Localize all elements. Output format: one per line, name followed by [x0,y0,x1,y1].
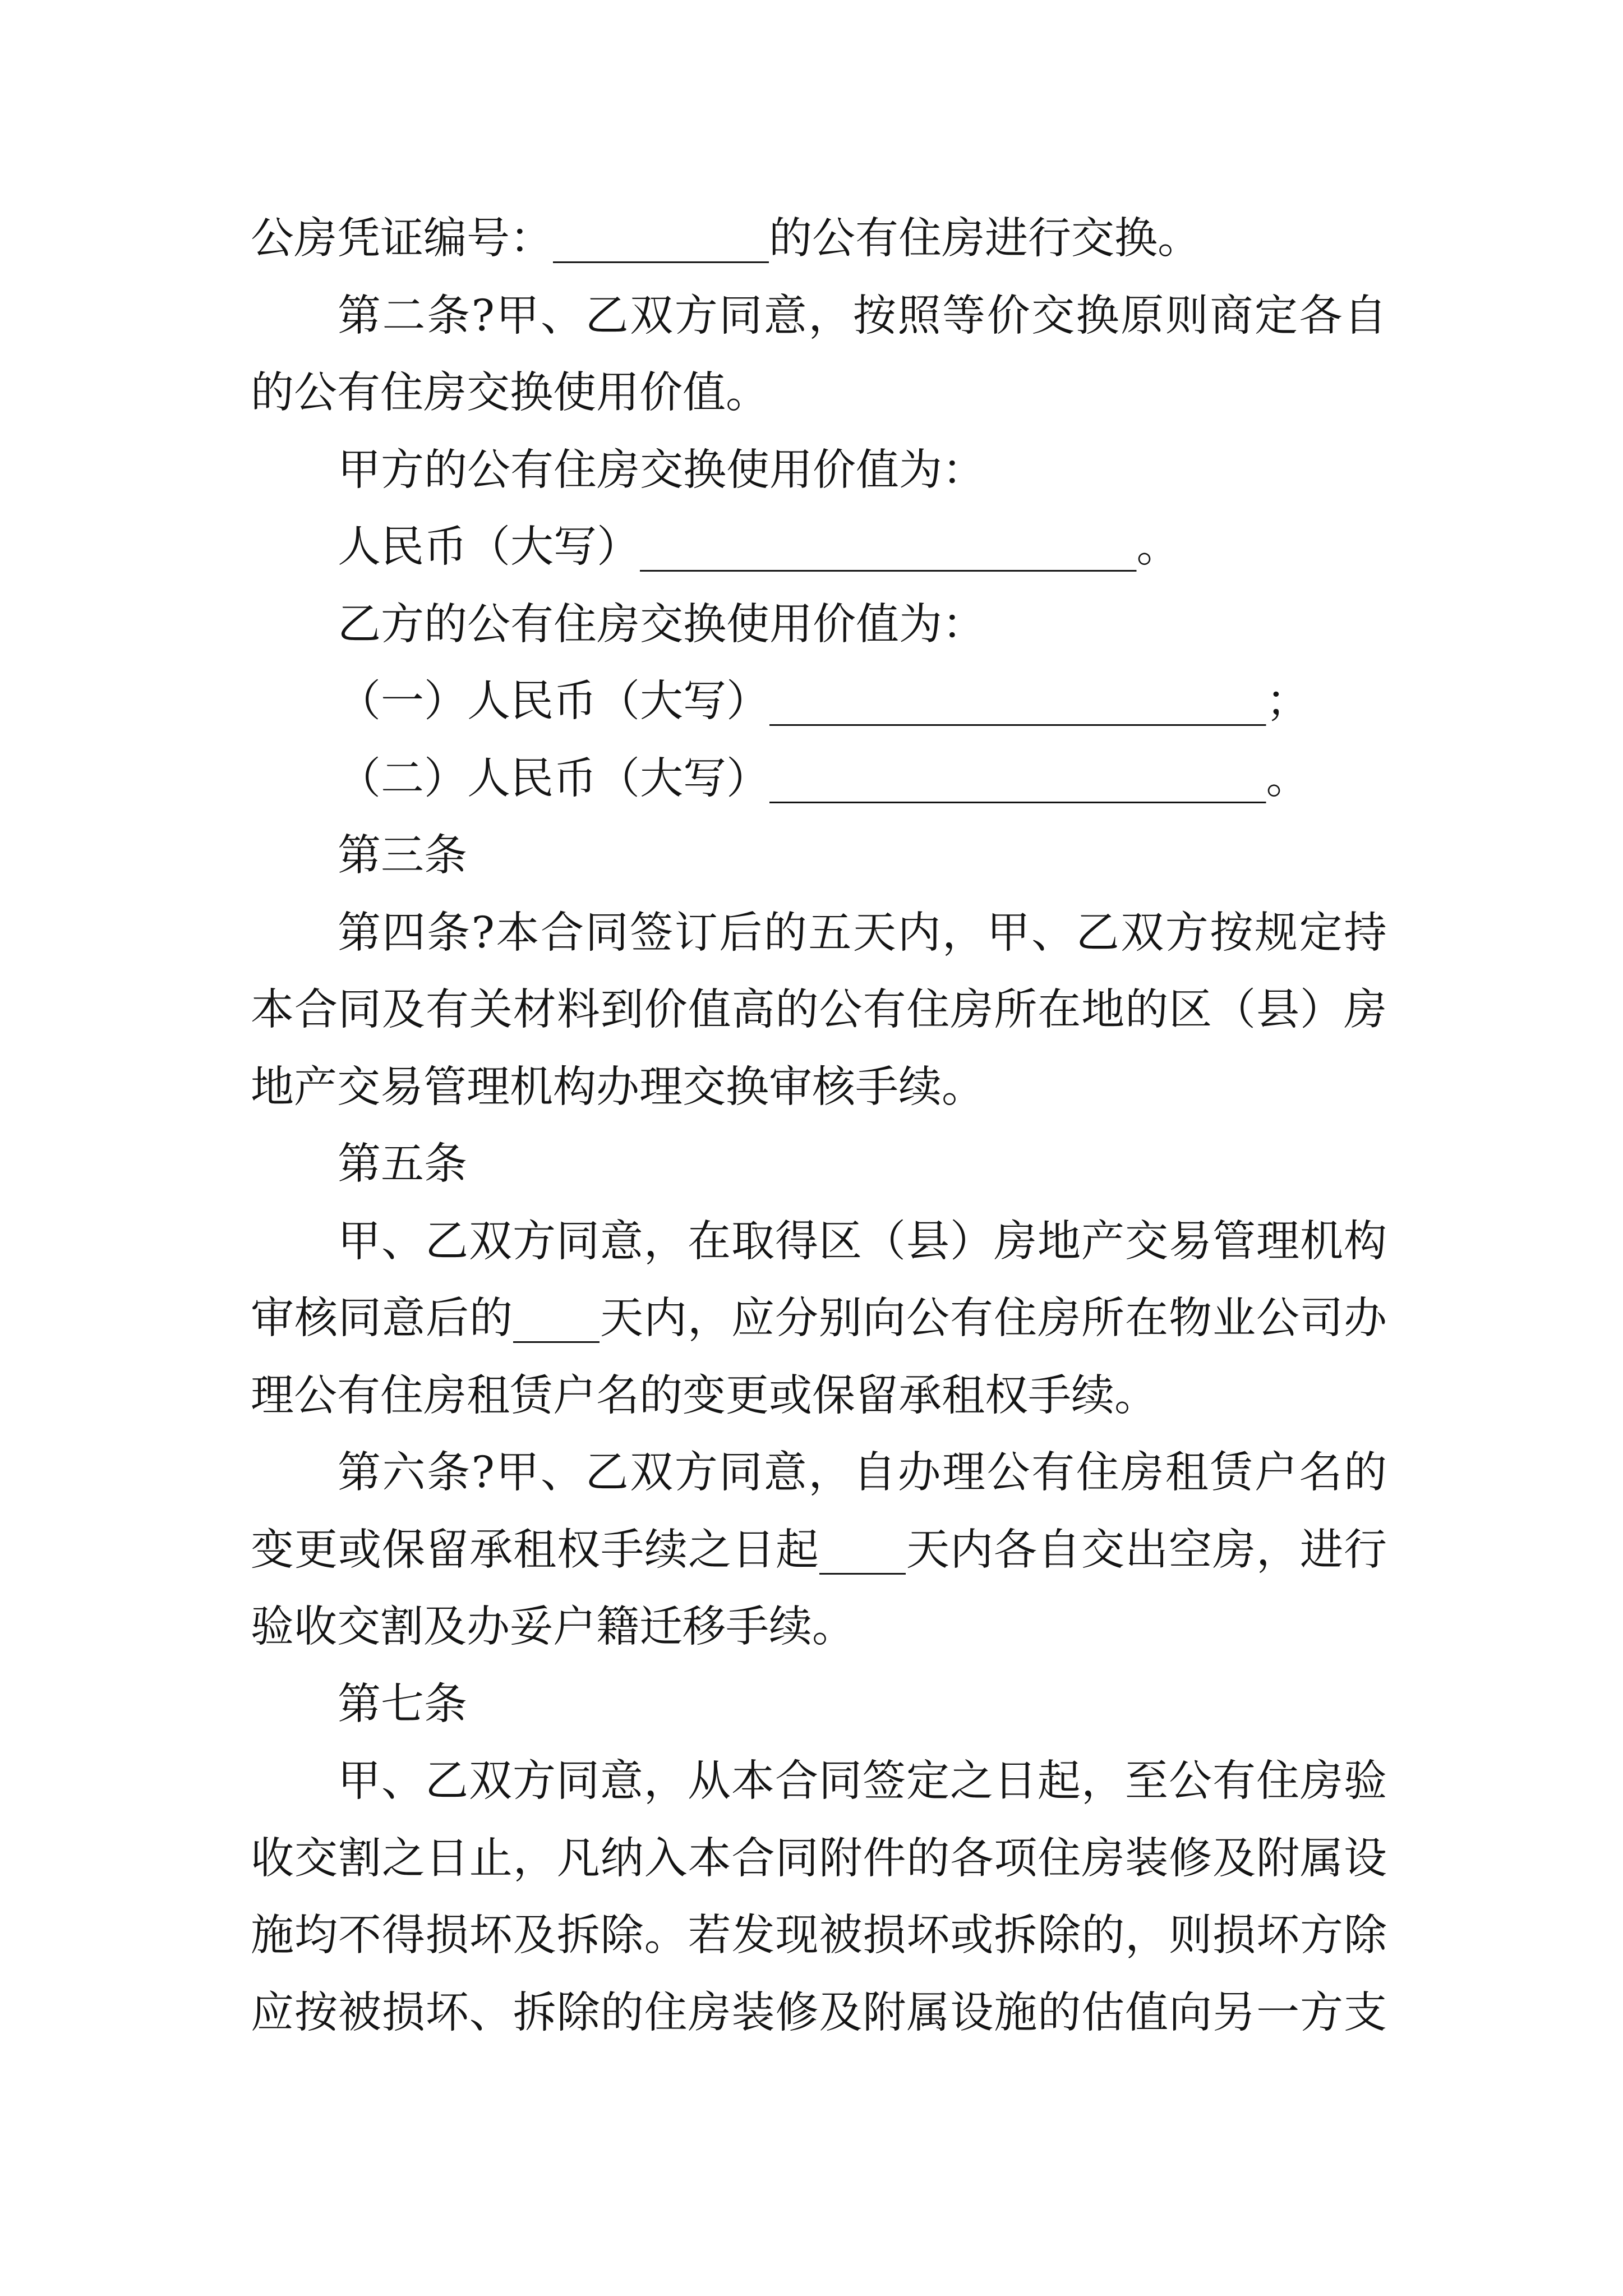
article-2-paragraph [251,278,1387,432]
paragraph-continuation [251,200,1387,278]
article-5-heading [251,1126,1387,1203]
text-line: 变更或保留承租权手续之日起____天内各自交出空房，进行 [251,1525,1387,1575]
article-7-heading [251,1666,1387,1743]
text-line: 第二条?甲、乙双方同意，按照等价交换原则商定各自 [338,291,1387,341]
text-line: 甲、乙双方同意，从本合同签定之日起，至公有住房验 [338,1756,1387,1806]
party-a-value-amount [251,509,1387,586]
text-line: 的公有住房交换使用价值。 [251,368,769,418]
text-line: （一）人民币（大写）_______________________； [338,677,1310,726]
text-line: 第三条 [338,831,467,881]
party-b-value-amount-1 [251,663,1387,740]
text-line: 应按被损坏、拆除的住房装修及附属设施的估值向另一方支 [251,1987,1387,2038]
article-5-paragraph [251,1203,1387,1435]
text-line: 收交割之日止，凡纳入本合同附件的各项住房装修及附属设 [251,1833,1387,1884]
text-line: （二）人民币（大写）_______________________。 [338,753,1310,804]
text-line: 乙方的公有住房交换使用价值为： [338,599,985,650]
document-body [251,200,1387,2051]
party-a-value-heading [251,432,1387,509]
text-line: 第六条?甲、乙双方同意，自办理公有住房租赁户名的 [338,1448,1387,1498]
text-line: 甲、乙双方同意，在取得区（县）房地产交易管理机构 [338,1216,1387,1267]
text-line: 验收交割及办妥户籍迁移手续。 [251,1602,855,1652]
text-line: 人民币（大写）_______________________。 [338,522,1180,572]
article-4-paragraph [251,895,1387,1126]
article-6-paragraph [251,1434,1387,1666]
text-line: 公房凭证编号：__________的公有住房进行交换。 [251,214,1201,264]
text-line: 审核同意后的____天内，应分别向公有住房所在物业公司办 [251,1294,1387,1343]
article-7-paragraph [251,1743,1387,2051]
text-line: 本合同及有关材料到价值高的公有住房所在地的区（县）房 [251,985,1387,1035]
article-3-heading [251,817,1387,895]
text-line: 第七条 [338,1679,467,1729]
party-b-value-heading [251,586,1387,664]
text-line: 第四条?本合同签订后的五天内，甲、乙双方按规定持 [338,908,1387,958]
text-line: 施均不得损坏及拆除。若发现被损坏或拆除的，则损坏方除 [251,1911,1387,1961]
text-line: 地产交易管理机构办理交换审核手续。 [251,1062,985,1112]
text-line: 第五条 [338,1139,467,1189]
text-line: 理公有住房租赁户名的变更或保留承租权手续。 [251,1370,1158,1421]
party-b-value-amount-2 [251,740,1387,818]
text-line: 甲方的公有住房交换使用价值为： [338,445,985,495]
